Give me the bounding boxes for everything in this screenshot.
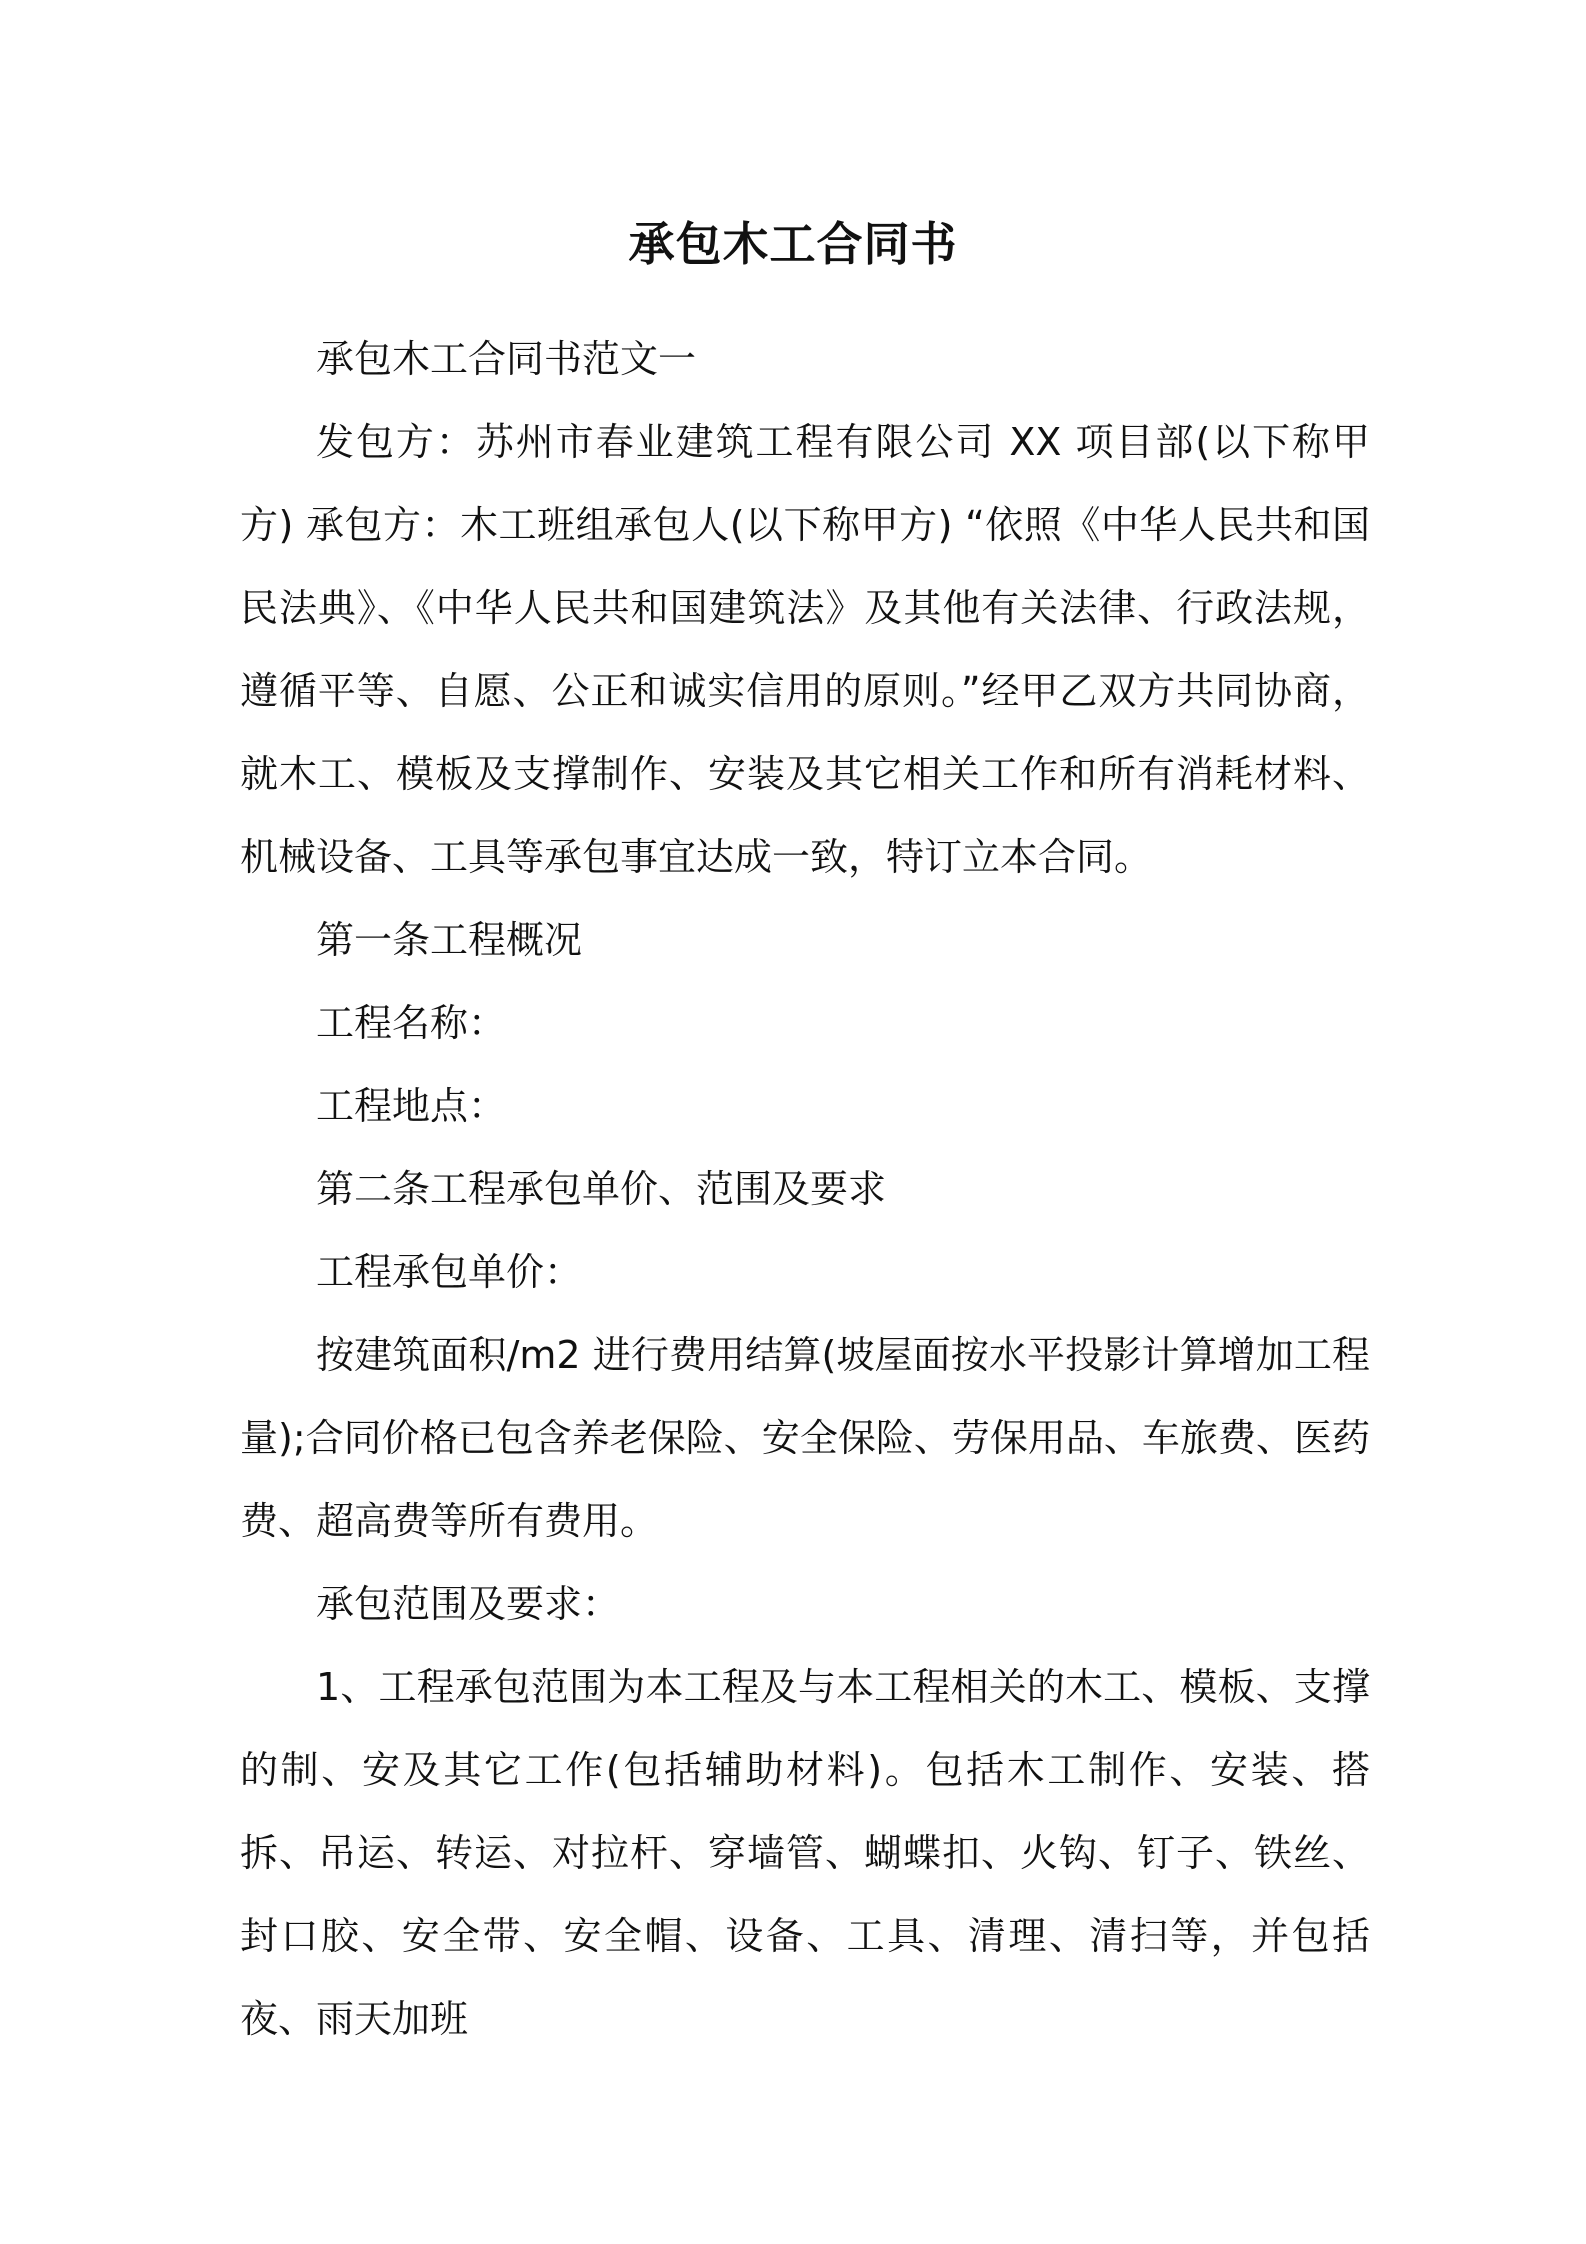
document-title: 承包木工合同书 — [628, 217, 958, 271]
paragraph-article-one: 第一条工程概况 — [316, 918, 583, 962]
paragraph-article-two: 第二条工程承包单价、范围及要求 — [316, 1167, 887, 1211]
paragraph-subtitle: 承包木工合同书范文一 — [316, 337, 697, 381]
paragraph-scope-label: 承包范围及要求： — [316, 1582, 621, 1626]
paragraph-scope-item-1: 1、工程承包范围为本工程及与本工程相关的木工、模板、支撑的制、安及其它工作(包括辅助材料)。包括木工制作、安装、搭拆、吊运、转运、对拉杆、穿墙管、蝴蝶扣、火钩、钉子、铁丝、封口胶、安全带、安全帽、设备、工具、清理、清扫等，并包括夜、雨天加班 — [240, 1665, 1370, 2041]
paragraph-project-name: 工程名称： — [316, 1001, 507, 1045]
paragraph-unit-price-detail: 按建筑面积/m2 进行费用结算(坡屋面按水平投影计算增加工程量);合同价格已包含养老保险、安全保险、劳保用品、车旅费、医药费、超高费等所有费用。 — [240, 1333, 1370, 1543]
paragraph-parties: 发包方：苏州市春业建筑工程有限公司 XX 项目部(以下称甲方) 承包方：木工班组承包人(以下称甲方) “依照《中华人民共和国民法典》、《中华人民共和国建筑法》及其他有关法律、行政法规，遵循平等、自愿、公正和诚实信用的原则。”经甲乙双方共同协商，就木工、模板及支撑制作、安装及其它相关工作和所有消耗材料、机械设备、工具等承包事宜达成一致，特订立本合同。 — [240, 420, 1370, 879]
paragraph-project-location: 工程地点： — [316, 1084, 507, 1128]
paragraph-unit-price-label: 工程承包单价： — [316, 1250, 583, 1294]
document-body — [240, 318, 1370, 2061]
